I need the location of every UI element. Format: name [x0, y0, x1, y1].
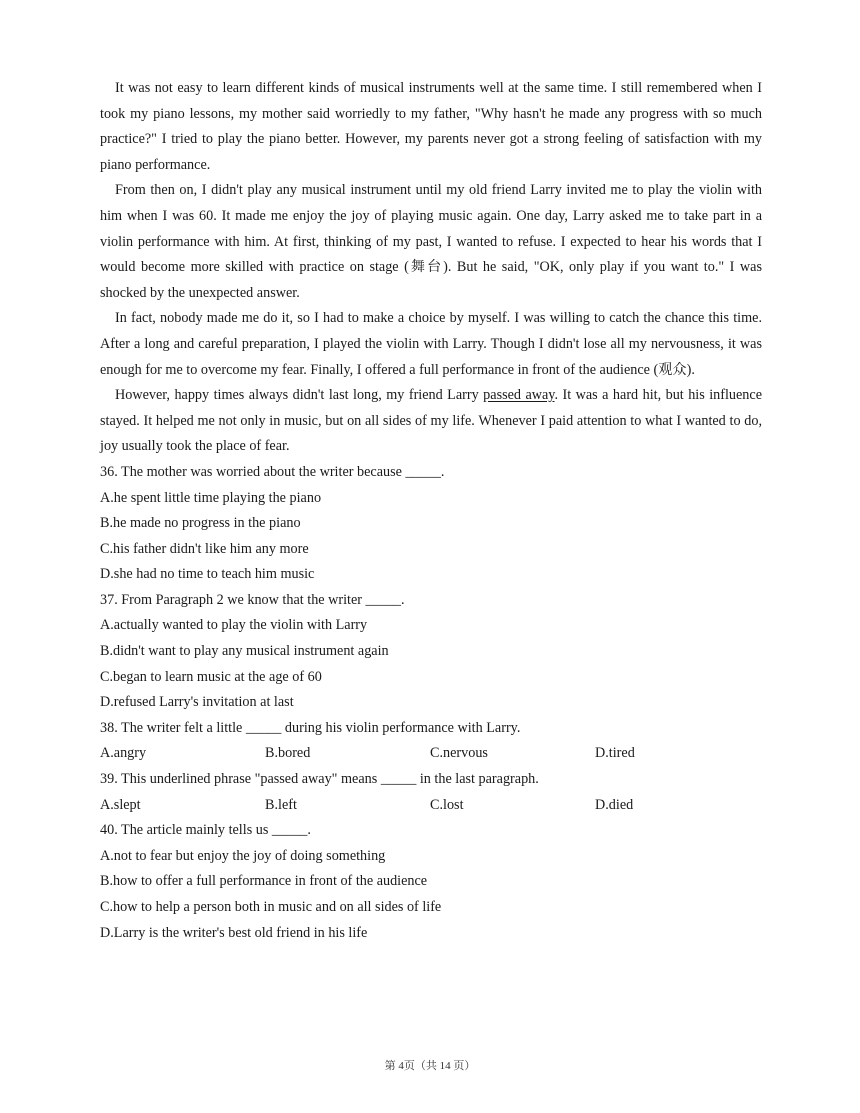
option-d: D.refused Larry's invitation at last: [100, 694, 294, 711]
option-d: D.died: [595, 796, 634, 813]
question-38: [100, 716, 762, 767]
option-c: C.how to help a person both in music and on all sides of life: [100, 899, 442, 915]
question-stem: 40. The article mainly tells us _____.: [100, 822, 311, 839]
passage-paragraph-3: In fact, nobody made me do it, so I had to make a choice by myself. I was willing to catch the chance this time. After a long and careful preparation, I played the violin with Larry. Though I didn't lose all my nervousness, it was enough for me to overcome my fear. Finally, I offered a full performance in front of the audience (观众).: [100, 310, 762, 378]
page-number: 第 4页（共 14 页）: [384, 1060, 476, 1072]
option-a: A.he spent little time playing the piano: [100, 489, 322, 506]
option-c: C.nervous: [430, 745, 488, 762]
option-b: B.bored: [265, 745, 311, 762]
option-d: D.Larry is the writer's best old friend in his life: [100, 924, 368, 941]
passage-paragraph-2: From then on, I didn't play any musical instrument until my old friend Larry invited me to play the violin with him when I was 60. It made me enjoy the joy of playing music again. One day, Larry asked me to take part in a violin performance with him. At first, thinking of my past, I wanted to refuse. I expected to hear his words that I would become more skilled with practice on stage (舞台). But he said, "OK, only play if you want to." I was shocked by the unexpected answer.: [100, 182, 762, 301]
passage-paragraph-4: [100, 383, 762, 460]
option-c: C.began to learn music at the age of 60: [100, 668, 322, 685]
option-a: A.not to fear but enjoy the joy of doing something: [100, 847, 386, 864]
option-c: C.lost: [430, 796, 464, 813]
option-b: B.how to offer a full performance in front of the audience: [100, 873, 428, 890]
question-40: [100, 818, 762, 946]
question-stem: 39. This underlined phrase "passed away" means _____ in the last paragraph.: [100, 771, 539, 788]
question-stem: 37. From Paragraph 2 we know that the writer _____.: [100, 591, 405, 608]
question-stem: 38. The writer felt a little _____ during his violin performance with Larry.: [100, 719, 521, 736]
options-row: [100, 793, 762, 819]
underlined-phrase: passed away: [483, 387, 555, 404]
question-36: [100, 460, 762, 588]
option-d: D.she had no time to teach him music: [100, 566, 315, 583]
question-39: [100, 767, 762, 818]
option-d: D.tired: [595, 745, 635, 762]
paragraph-4-before: However, happy times always didn't last long, my friend Larry: [115, 387, 484, 404]
option-b: B.he made no progress in the piano: [100, 515, 301, 532]
question-37: [100, 588, 762, 716]
option-a: A.slept: [100, 796, 141, 813]
option-c: C.his father didn't like him any more: [100, 540, 309, 557]
option-a: A.angry: [100, 745, 147, 762]
reading-content: [100, 76, 762, 946]
option-b: B.left: [265, 796, 297, 813]
passage-paragraph-1: It was not easy to learn different kinds of musical instruments well at the same time. I still remembered when I took my piano lessons, my mother said worriedly to my father, "Why hasn't he made any progress with so much practice?" I tried to play the piano better. However, my parents never got a strong feeling of satisfaction with my piano performance.: [100, 80, 762, 173]
options-row: [100, 741, 762, 767]
paragraph-4-after: . It was a hard hit, but his influence stayed. It helped me not only in music, but on all sides of my life. Whenever I paid attention to what I wanted to do, joy usually took the place of fear.: [100, 387, 762, 455]
option-b: B.didn't want to play any musical instrument again: [100, 643, 389, 660]
option-a: A.actually wanted to play the violin with Larry: [100, 617, 368, 634]
question-stem: 36. The mother was worried about the writer because _____.: [100, 463, 445, 480]
